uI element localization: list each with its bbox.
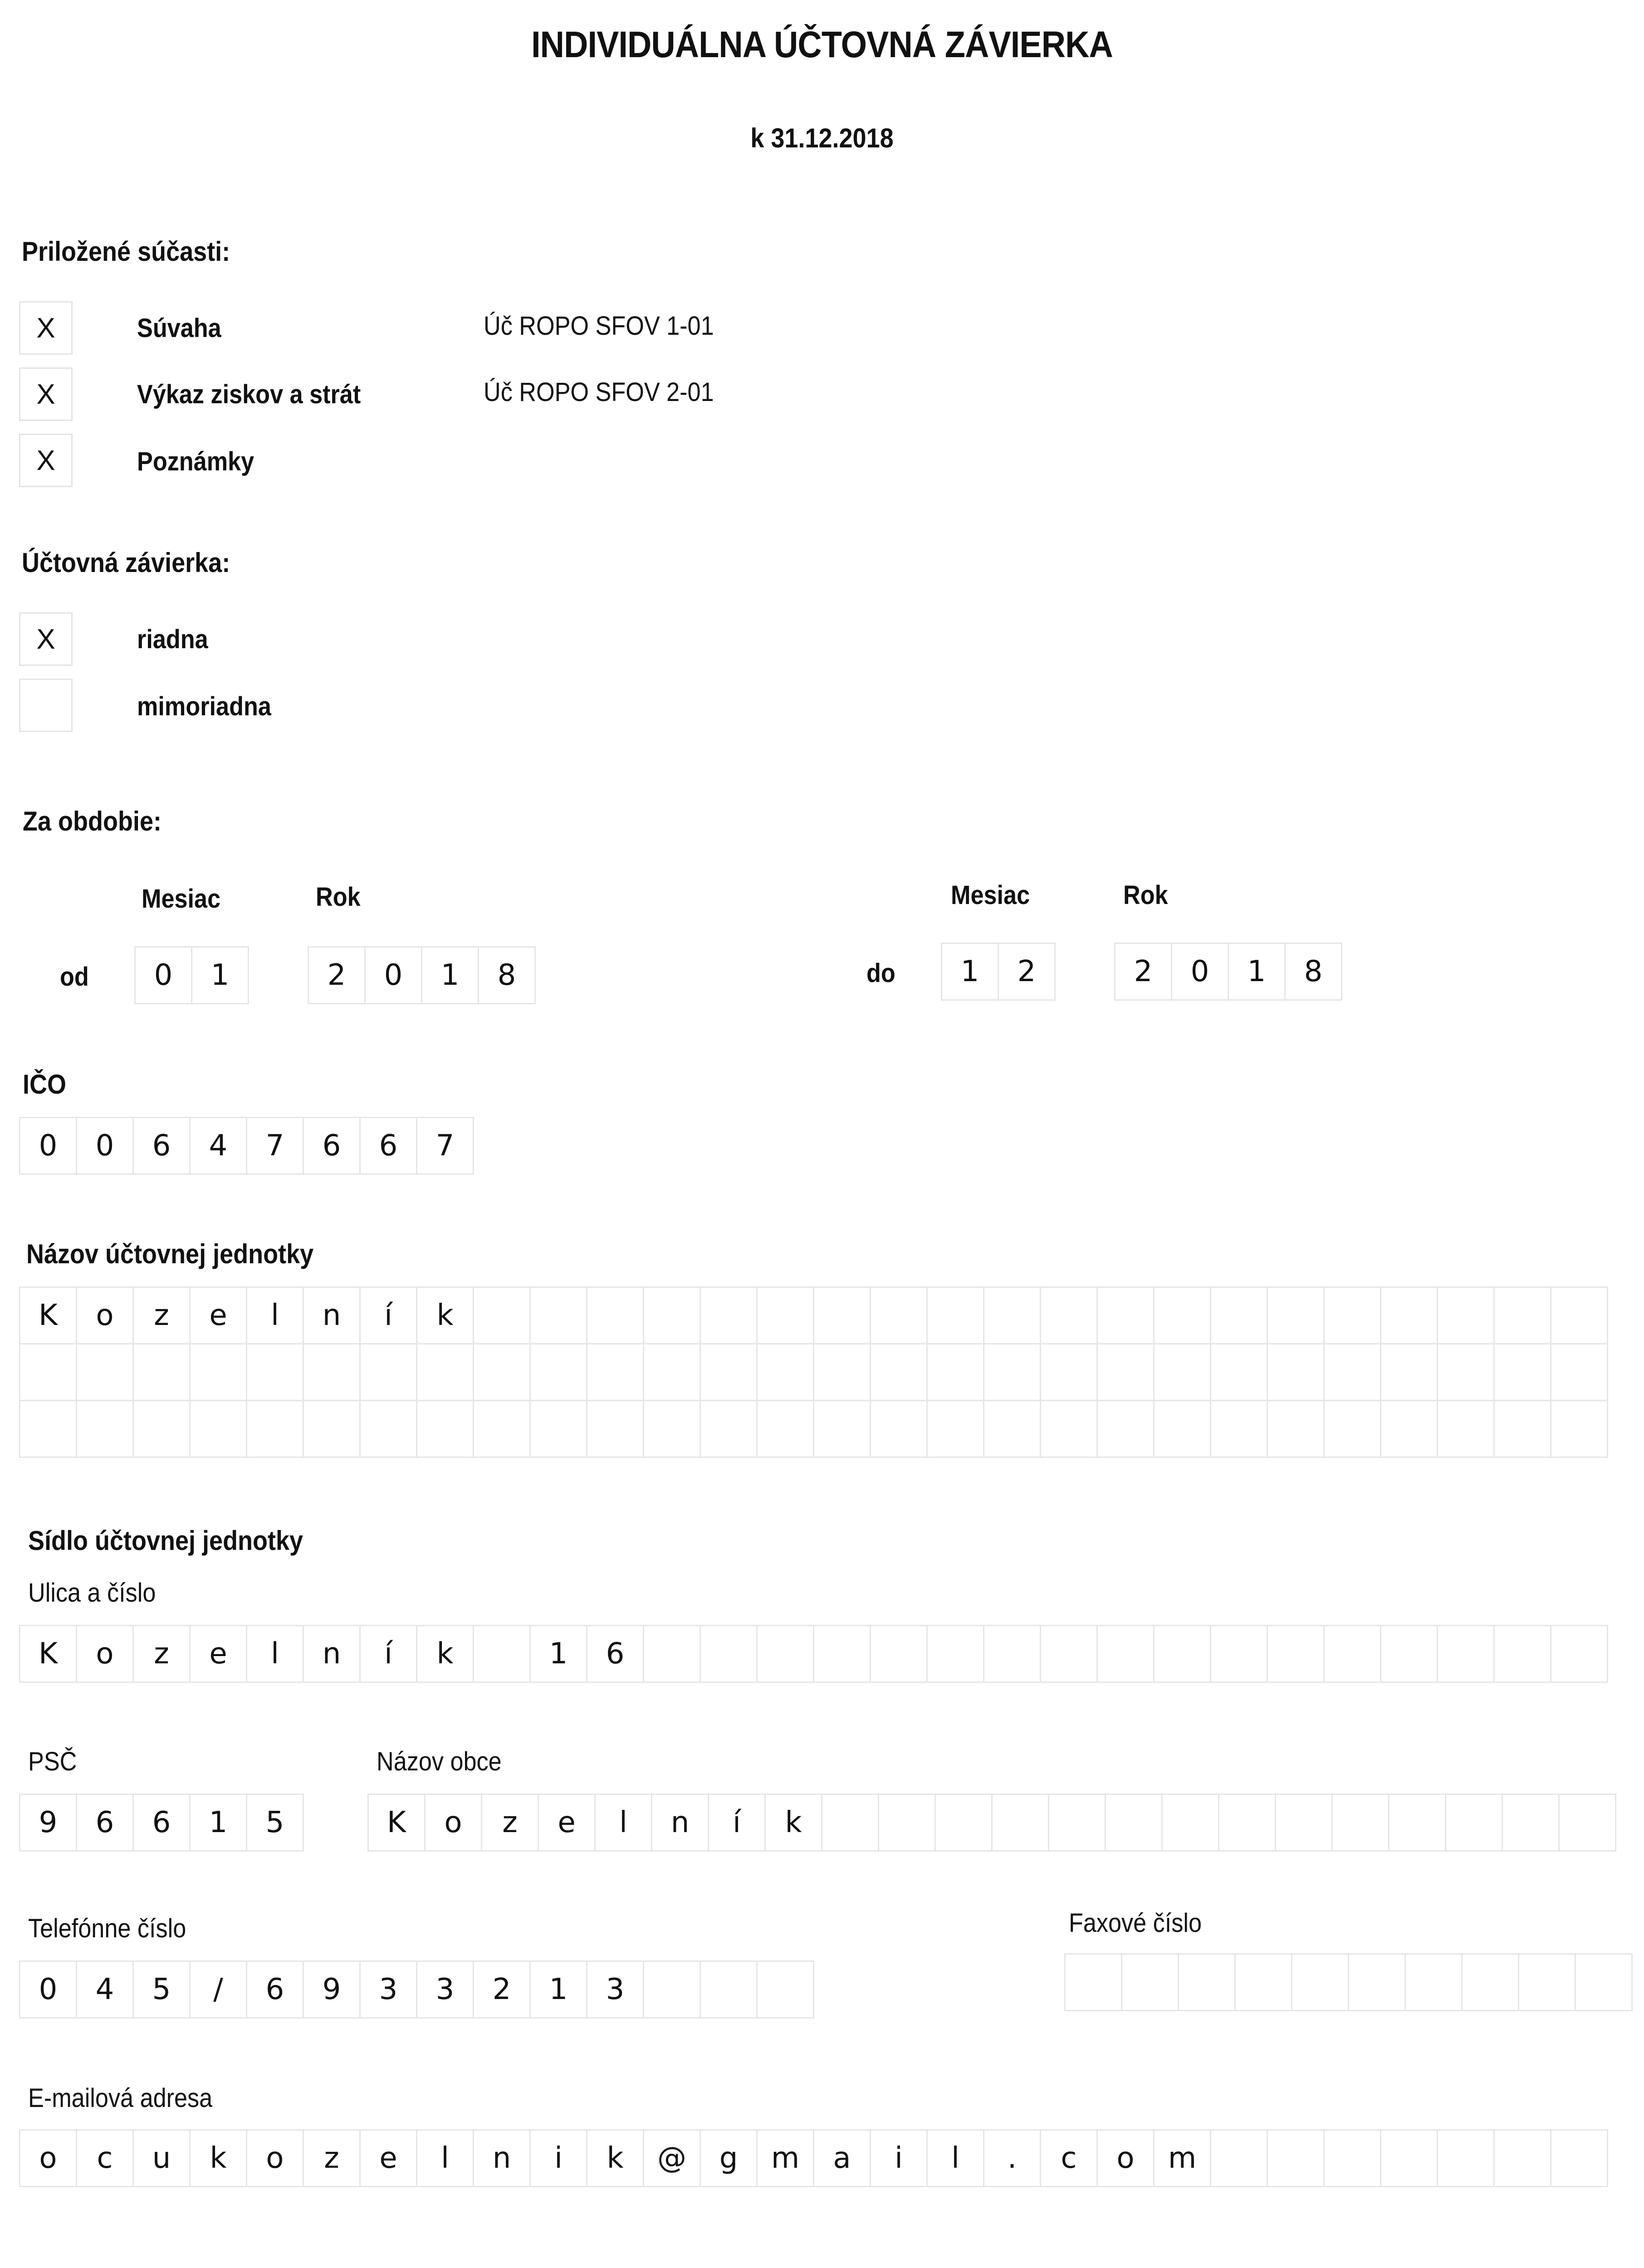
- checkbox-suvaha[interactable]: X: [19, 301, 73, 355]
- char-cell: [1550, 1400, 1608, 1458]
- char-cell: [1323, 1343, 1381, 1401]
- attachment-name-poznamky: Poznámky: [137, 447, 254, 476]
- char-cell: [473, 1343, 531, 1401]
- char-cell: [1550, 1625, 1608, 1683]
- attachment-name-suvaha: Súvaha: [137, 313, 221, 343]
- digit-cell: 0: [76, 1117, 134, 1175]
- char-cell: [1218, 1794, 1276, 1852]
- char-cell: [1493, 1625, 1551, 1683]
- char-cell: [529, 1343, 587, 1401]
- char-cell: [1105, 1794, 1163, 1852]
- char-cell: [189, 1400, 247, 1458]
- char-cell: K: [367, 1794, 426, 1852]
- digit-cell: 6: [359, 1117, 417, 1175]
- attachment-code-vykaz: Úč ROPO SFOV 2-01: [484, 377, 714, 407]
- digit-cell: 0: [134, 946, 192, 1004]
- char-cell: [1437, 2129, 1495, 2187]
- char-cell: [19, 1343, 77, 1401]
- char-cell: [76, 1400, 134, 1458]
- to-year-label: Rok: [1123, 880, 1168, 910]
- char-cell: [1153, 1400, 1211, 1458]
- char-cell: [359, 1343, 417, 1401]
- char-cell: n: [651, 1794, 709, 1852]
- char-cell: [1437, 1286, 1495, 1344]
- char-cell: o: [246, 2129, 304, 2187]
- char-cell: [1550, 1286, 1608, 1344]
- psc-input[interactable]: [19, 1794, 304, 1852]
- char-cell: [1153, 1286, 1211, 1344]
- digit-cell: 6: [303, 1117, 361, 1175]
- to-year-input[interactable]: [1114, 943, 1342, 1001]
- from-year-input[interactable]: [308, 946, 536, 1004]
- char-cell: [878, 1794, 936, 1852]
- char-cell: [1388, 1794, 1446, 1852]
- char-cell: k: [416, 1625, 474, 1683]
- entity-name-row-1[interactable]: [19, 1286, 1608, 1344]
- char-cell: e: [538, 1794, 596, 1852]
- char-cell: [246, 1400, 304, 1458]
- char-cell: [1267, 1286, 1325, 1344]
- char-cell: n: [303, 1286, 361, 1344]
- char-cell: m: [756, 2129, 814, 2187]
- char-cell: z: [481, 1794, 539, 1852]
- digit-cell: [1575, 1953, 1633, 2011]
- char-cell: [416, 1400, 474, 1458]
- to-month-label: Mesiac: [951, 880, 1030, 910]
- char-cell: [1040, 1343, 1098, 1401]
- attachment-name-vykaz: Výkaz ziskov a strát: [137, 380, 361, 409]
- char-cell: c: [1040, 2129, 1098, 2187]
- checkbox-poznamky[interactable]: X: [19, 434, 73, 487]
- option-mimoriadna: mimoriadna: [137, 692, 271, 721]
- char-cell: K: [19, 1286, 77, 1344]
- char-cell: [700, 1343, 758, 1401]
- char-cell: m: [1153, 2129, 1211, 2187]
- char-cell: [926, 1400, 984, 1458]
- char-cell: [1210, 2129, 1268, 2187]
- char-cell: [529, 1400, 587, 1458]
- digit-cell: 3: [359, 1960, 417, 2019]
- fax-label: Faxové číslo: [1069, 1908, 1202, 1938]
- char-cell: [132, 1400, 191, 1458]
- digit-cell: 9: [303, 1960, 361, 2019]
- char-cell: [643, 1625, 701, 1683]
- char-cell: [700, 1625, 758, 1683]
- char-cell: z: [132, 1286, 191, 1344]
- char-cell: [1493, 1286, 1551, 1344]
- char-cell: [1267, 1400, 1325, 1458]
- digit-cell: [1518, 1953, 1576, 2011]
- char-cell: [189, 1343, 247, 1401]
- digit-cell: 6: [246, 1960, 304, 2019]
- char-cell: l: [926, 2129, 984, 2187]
- attachment-code-suvaha: Úč ROPO SFOV 1-01: [484, 311, 714, 341]
- char-cell: e: [189, 1625, 247, 1683]
- char-cell: n: [303, 1625, 361, 1683]
- char-cell: [1267, 1625, 1325, 1683]
- document-date: k 31.12.2018: [750, 123, 894, 153]
- entity-name-label: Názov účtovnej jednotky: [26, 1239, 314, 1269]
- char-cell: g: [700, 2129, 758, 2187]
- char-cell: [359, 1400, 417, 1458]
- street-label: Ulica a číslo: [28, 1578, 156, 1608]
- char-cell: [1040, 1400, 1098, 1458]
- digit-cell: 0: [1171, 943, 1229, 1001]
- char-cell: [643, 1400, 701, 1458]
- char-cell: [586, 1286, 644, 1344]
- digit-cell: 1: [529, 1960, 587, 2019]
- char-cell: [1445, 1794, 1503, 1852]
- char-cell: [1275, 1794, 1333, 1852]
- digit-cell: [643, 1960, 701, 2019]
- fax-input[interactable]: [1064, 1953, 1633, 2011]
- char-cell: [473, 1400, 531, 1458]
- digit-cell: 3: [416, 1960, 474, 2019]
- char-cell: [1161, 1794, 1219, 1852]
- char-cell: o: [19, 2129, 77, 2187]
- digit-cell: 2: [1114, 943, 1172, 1001]
- phone-input[interactable]: [19, 1960, 814, 2019]
- char-cell: [1153, 1343, 1211, 1401]
- digit-cell: 6: [132, 1794, 191, 1852]
- char-cell: [643, 1343, 701, 1401]
- document-title: INDIVIDUÁLNA ÚČTOVNÁ ZÁVIERKA: [531, 24, 1113, 65]
- from-month-label: Mesiac: [142, 884, 221, 914]
- digit-cell: 1: [1228, 943, 1286, 1001]
- char-cell: l: [246, 1625, 304, 1683]
- char-cell: [1437, 1625, 1495, 1683]
- char-cell: [1323, 1286, 1381, 1344]
- char-cell: [1380, 1343, 1438, 1401]
- digit-cell: [1178, 1953, 1236, 2011]
- char-cell: [1331, 1794, 1390, 1852]
- email-label: E-mailová adresa: [28, 2083, 213, 2113]
- char-cell: [529, 1286, 587, 1344]
- char-cell: [19, 1400, 77, 1458]
- ico-input[interactable]: [19, 1117, 474, 1175]
- char-cell: [473, 1625, 531, 1683]
- char-cell: [1493, 2129, 1551, 2187]
- char-cell: [1323, 1400, 1381, 1458]
- char-cell: z: [132, 1625, 191, 1683]
- char-cell: o: [1096, 2129, 1155, 2187]
- digit-cell: 7: [416, 1117, 474, 1175]
- char-cell: [926, 1343, 984, 1401]
- char-cell: 6: [586, 1625, 644, 1683]
- char-cell: [643, 1286, 701, 1344]
- digit-cell: [1234, 1953, 1292, 2011]
- char-cell: o: [76, 1286, 134, 1344]
- city-input[interactable]: [367, 1794, 1616, 1852]
- digit-cell: 0: [19, 1960, 77, 2019]
- char-cell: k: [416, 1286, 474, 1344]
- digit-cell: 2: [998, 943, 1056, 1001]
- char-cell: [1550, 2129, 1608, 2187]
- char-cell: [756, 1625, 814, 1683]
- digit-cell: 4: [76, 1960, 134, 2019]
- char-cell: @: [643, 2129, 701, 2187]
- digit-cell: [1064, 1953, 1122, 2011]
- char-cell: o: [424, 1794, 482, 1852]
- char-cell: [870, 1400, 928, 1458]
- char-cell: [1210, 1625, 1268, 1683]
- char-cell: [1437, 1343, 1495, 1401]
- digit-cell: [700, 1960, 758, 2019]
- char-cell: [1493, 1343, 1551, 1401]
- digit-cell: 2: [473, 1960, 531, 2019]
- entity-name-row-3[interactable]: [19, 1400, 1608, 1458]
- char-cell: [813, 1286, 871, 1344]
- char-cell: [586, 1343, 644, 1401]
- checkbox-vykaz[interactable]: X: [19, 367, 73, 421]
- char-cell: [1380, 1400, 1438, 1458]
- street-input[interactable]: [19, 1625, 1608, 1683]
- char-cell: [1210, 1343, 1268, 1401]
- char-cell: [1096, 1400, 1155, 1458]
- char-cell: e: [189, 1286, 247, 1344]
- char-cell: [1040, 1286, 1098, 1344]
- char-cell: [76, 1343, 134, 1401]
- digit-cell: 1: [941, 943, 999, 1001]
- char-cell: a: [813, 2129, 871, 2187]
- digit-cell: 6: [132, 1117, 191, 1175]
- char-cell: [983, 1343, 1041, 1401]
- char-cell: [1267, 1343, 1325, 1401]
- digit-cell: 1: [421, 946, 479, 1004]
- char-cell: [756, 1286, 814, 1344]
- digit-cell: [1291, 1953, 1349, 2011]
- char-cell: [1380, 1625, 1438, 1683]
- char-cell: K: [19, 1625, 77, 1683]
- char-cell: [1210, 1286, 1268, 1344]
- char-cell: [1437, 1400, 1495, 1458]
- from-month-input[interactable]: [134, 946, 249, 1004]
- char-cell: [983, 1400, 1041, 1458]
- char-cell: [1323, 2129, 1381, 2187]
- psc-label: PSČ: [28, 1747, 77, 1776]
- digit-cell: 2: [308, 946, 366, 1004]
- char-cell: [700, 1286, 758, 1344]
- digit-cell: 3: [586, 1960, 644, 2019]
- from-year-label: Rok: [316, 882, 361, 912]
- char-cell: [821, 1794, 879, 1852]
- char-cell: [132, 1343, 191, 1401]
- char-cell: z: [303, 2129, 361, 2187]
- char-cell: [1210, 1400, 1268, 1458]
- char-cell: í: [359, 1286, 417, 1344]
- char-cell: [756, 1343, 814, 1401]
- char-cell: k: [189, 2129, 247, 2187]
- char-cell: [1502, 1794, 1560, 1852]
- char-cell: [1550, 1343, 1608, 1401]
- char-cell: [870, 1286, 928, 1344]
- char-cell: í: [708, 1794, 766, 1852]
- digit-cell: [756, 1960, 814, 2019]
- char-cell: l: [416, 2129, 474, 2187]
- char-cell: i: [529, 2129, 587, 2187]
- char-cell: [473, 1286, 531, 1344]
- digit-cell: 6: [76, 1794, 134, 1852]
- digit-cell: 8: [1284, 943, 1342, 1001]
- closing-type-label: Účtovná závierka:: [22, 547, 230, 578]
- entity-name-row-2[interactable]: [19, 1343, 1608, 1401]
- char-cell: [813, 1343, 871, 1401]
- from-label: od: [60, 962, 89, 992]
- char-cell: [1380, 1286, 1438, 1344]
- char-cell: l: [594, 1794, 652, 1852]
- char-cell: i: [870, 2129, 928, 2187]
- char-cell: [1153, 1625, 1211, 1683]
- char-cell: [991, 1794, 1049, 1852]
- digit-cell: 0: [19, 1117, 77, 1175]
- digit-cell: 4: [189, 1117, 247, 1175]
- char-cell: [926, 1286, 984, 1344]
- option-riadna: riadna: [137, 625, 208, 654]
- digit-cell: [1348, 1953, 1406, 2011]
- digit-cell: 5: [246, 1794, 304, 1852]
- char-cell: [870, 1343, 928, 1401]
- char-cell: [586, 1400, 644, 1458]
- char-cell: [1040, 1625, 1098, 1683]
- char-cell: [813, 1625, 871, 1683]
- char-cell: n: [473, 2129, 531, 2187]
- char-cell: [1323, 1625, 1381, 1683]
- char-cell: [1493, 1400, 1551, 1458]
- char-cell: [303, 1343, 361, 1401]
- char-cell: k: [764, 1794, 822, 1852]
- char-cell: [700, 1400, 758, 1458]
- char-cell: [1096, 1625, 1155, 1683]
- char-cell: u: [132, 2129, 191, 2187]
- address-label: Sídlo účtovnej jednotky: [28, 1525, 303, 1556]
- char-cell: [870, 1625, 928, 1683]
- email-input[interactable]: [19, 2129, 1608, 2187]
- to-label: do: [866, 958, 895, 988]
- char-cell: 1: [529, 1625, 587, 1683]
- char-cell: [813, 1400, 871, 1458]
- ico-label: IČO: [23, 1069, 67, 1100]
- char-cell: [756, 1400, 814, 1458]
- digit-cell: [1121, 1953, 1179, 2011]
- char-cell: [983, 1286, 1041, 1344]
- char-cell: [416, 1343, 474, 1401]
- char-cell: [1558, 1794, 1616, 1852]
- char-cell: c: [76, 2129, 134, 2187]
- period-label: Za obdobie:: [23, 806, 161, 836]
- char-cell: í: [359, 1625, 417, 1683]
- char-cell: .: [983, 2129, 1041, 2187]
- char-cell: [246, 1343, 304, 1401]
- digit-cell: 9: [19, 1794, 77, 1852]
- checkbox-riadna[interactable]: X: [19, 612, 73, 666]
- digit-cell: 0: [364, 946, 422, 1004]
- char-cell: [1380, 2129, 1438, 2187]
- char-cell: [1048, 1794, 1106, 1852]
- char-cell: [935, 1794, 993, 1852]
- digit-cell: 1: [189, 1794, 247, 1852]
- digit-cell: /: [189, 1960, 247, 2019]
- char-cell: [983, 1625, 1041, 1683]
- char-cell: [303, 1400, 361, 1458]
- char-cell: o: [76, 1625, 134, 1683]
- char-cell: k: [586, 2129, 644, 2187]
- digit-cell: [1404, 1953, 1463, 2011]
- char-cell: [1096, 1286, 1155, 1344]
- to-month-input[interactable]: [941, 943, 1056, 1001]
- char-cell: l: [246, 1286, 304, 1344]
- char-cell: e: [359, 2129, 417, 2187]
- digit-cell: 1: [191, 946, 249, 1004]
- checkbox-mimoriadna[interactable]: [19, 679, 73, 732]
- digit-cell: 8: [478, 946, 536, 1004]
- char-cell: [926, 1625, 984, 1683]
- digit-cell: [1461, 1953, 1519, 2011]
- phone-label: Telefónne číslo: [28, 1914, 186, 1943]
- city-label: Názov obce: [377, 1747, 502, 1776]
- char-cell: [1096, 1343, 1155, 1401]
- char-cell: [1267, 2129, 1325, 2187]
- digit-cell: 5: [132, 1960, 191, 2019]
- digit-cell: 7: [246, 1117, 304, 1175]
- attachments-label: Priložené súčasti:: [22, 236, 230, 267]
